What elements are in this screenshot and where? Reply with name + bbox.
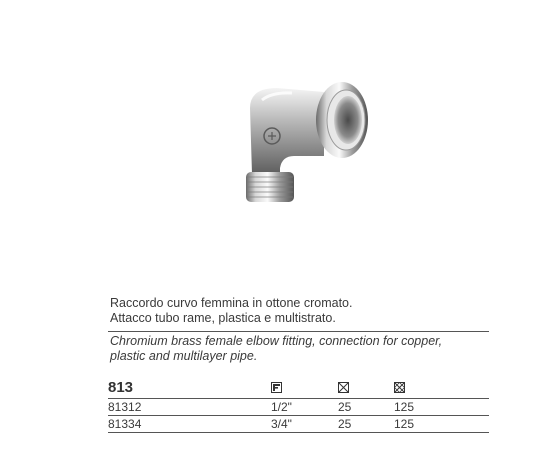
description-en-line-2: plastic and multilayer pipe.	[110, 349, 258, 363]
divider	[108, 331, 489, 332]
row-box-qty: 25	[338, 417, 352, 431]
description-en-line-1: Chromium brass female elbow fitting, connection for copper,	[110, 334, 443, 348]
table-row	[108, 416, 489, 433]
row-code: 81312	[108, 400, 142, 414]
table-row	[108, 399, 489, 416]
product-table	[108, 378, 489, 433]
description-italian	[110, 296, 490, 326]
box-quantity-icon	[338, 382, 349, 393]
thread-size-icon	[271, 382, 282, 393]
table-header	[108, 378, 489, 399]
series-number: 813	[108, 379, 134, 396]
product-image	[232, 78, 372, 210]
row-box-qty: 25	[338, 400, 352, 414]
row-carton-qty: 125	[394, 400, 415, 414]
carton-quantity-icon	[394, 382, 405, 393]
row-size: 1/2"	[271, 400, 292, 414]
row-code: 81334	[108, 417, 142, 431]
description-it-line-1: Raccordo curvo femmina in ottone cromato.	[110, 296, 353, 310]
row-size: 3/4"	[271, 417, 292, 431]
description-it-line-2: Attacco tubo rame, plastica e multistrato.	[110, 311, 336, 325]
row-carton-qty: 125	[394, 417, 415, 431]
description-english	[110, 334, 490, 364]
